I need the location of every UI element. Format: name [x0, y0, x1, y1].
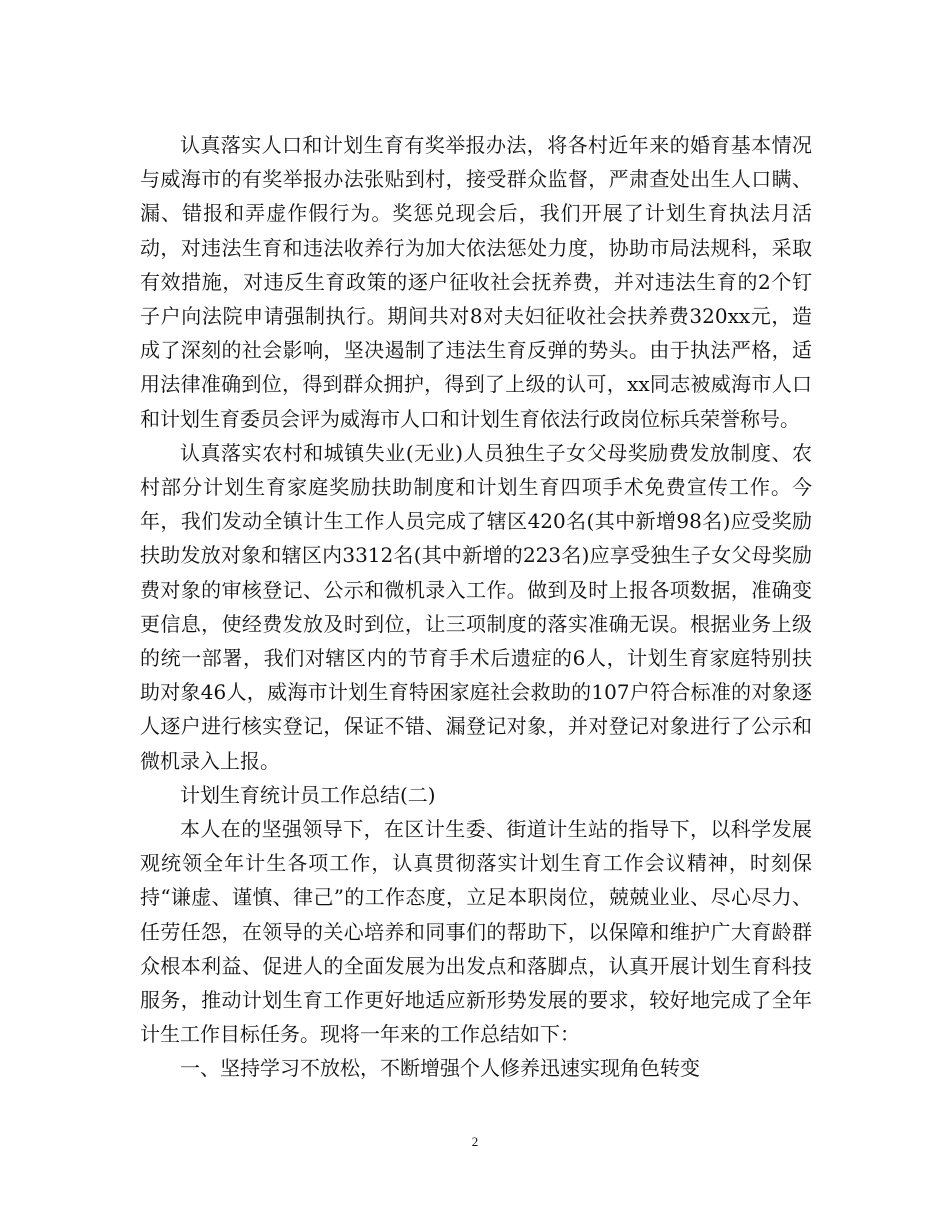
- paragraph-reporting-measures: 认真落实人口和计划生育有奖举报办法，将各村近年来的婚育基本情况与威海市的有奖举报办法张贴到村，接受群众监督，严肃查处出生人口瞒、漏、错报和弄虚作假行为。奖惩兑现会后，我们开展了计划生育执法月活动，对违法生育和违法收养行为加大依法惩处力度，协助市局法规科，采取有效措施，对违反生育政策的逐户征收社会抚养费，并对违法生育的2个钉子户向法院申请强制执行。期间共对8对夫妇征收社会扶养费320xx元，造成了深刻的社会影响，坚决遏制了违法生育反弹的势头。由于执法严格，适用法律准确到位，得到群众拥护，得到了上级的认可，xx同志被威海市人口和计划生育委员会评为威海市人口和计划生育依法行政岗位标兵荣誉称号。: [140, 133, 812, 431]
- section-heading-one: 一、坚持学习不放松，不断增强个人修养迅速实现角色转变: [180, 1056, 700, 1081]
- document-body: [140, 128, 812, 1086]
- section-title: 计划生育统计员工作总结(二): [180, 782, 436, 807]
- paragraph-reward-system: 认真落实农村和城镇失业(无业)人员独生子女父母奖励费发放制度、农村部分计划生育家庭奖励扶助制度和计划生育四项手术免费宣传工作。今年，我们发动全镇计生工作人员完成了辖区420名(其中新增98名)应受奖励扶助发放对象和辖区内3312名(其中新增的223名)应享受独生子女父母奖励费对象的审核登记、公示和微机录入工作。做到及时上报各项数据，准确变更信息，使经费发放及时到位，让三项制度的落实准确无误。根据业务上级的统一部署，我们对辖区内的节育手术后遗症的6人，计划生育家庭特别扶助对象46人，威海市计划生育特困家庭社会救助的107户符合标准的对象逐人逐户进行核实登记，保证不错、漏登记对象，并对登记对象进行了公示和微机录入上报。: [140, 440, 812, 773]
- paragraph-summary-intro: 本人在的坚强领导下，在区计生委、街道计生站的指导下，以科学发展观统领全年计生各项工作，认真贯彻落实计划生育工作会议精神，时刻保持“谦虚、谨慎、律己”的工作态度，立足本职岗位，兢兢业业、尽心尽力、任劳任怨，在领导的关心培养和同事们的帮助下，以保障和维护广大育龄群众根本利益、促进人的全面发展为出发点和落脚点，认真开展计划生育科技服务，推动计划生育工作更好地适应新形势发展的要求，较好地完成了全年计生工作目标任务。现将一年来的工作总结如下：: [140, 817, 812, 1047]
- page-number: 2: [471, 1134, 479, 1149]
